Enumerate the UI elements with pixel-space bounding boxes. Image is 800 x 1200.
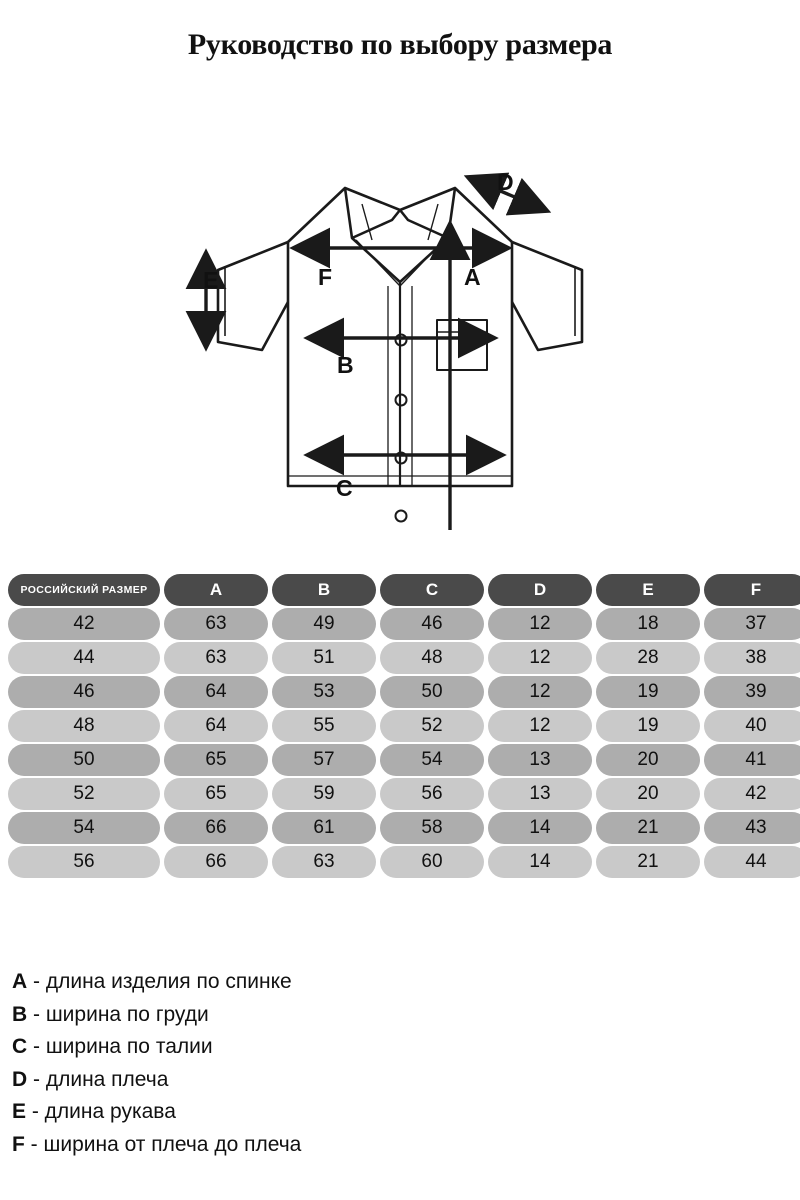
- legend-item-f: [12, 1129, 792, 1162]
- cell-b: 61: [272, 812, 376, 844]
- cell-c: 54: [380, 744, 484, 776]
- cell-b: 49: [272, 608, 376, 640]
- page-title: Руководство по выбору размера: [187, 28, 613, 61]
- col-header-c: C: [380, 574, 484, 606]
- col-header-f: F: [704, 574, 800, 606]
- size-table-wrap: [0, 572, 800, 880]
- table-row: [8, 744, 800, 776]
- col-header-a: A: [164, 574, 268, 606]
- col-header-e: E: [596, 574, 700, 606]
- cell-size: 50: [8, 744, 160, 776]
- legend-text-e: - длина рукава: [26, 1100, 176, 1124]
- cell-e: 20: [596, 778, 700, 810]
- cell-d: 12: [488, 676, 592, 708]
- cell-c: 52: [380, 710, 484, 742]
- cell-c: 48: [380, 642, 484, 674]
- cell-f: 42: [704, 778, 800, 810]
- legend-item-c: [12, 1031, 792, 1064]
- cell-b: 53: [272, 676, 376, 708]
- cell-b: 57: [272, 744, 376, 776]
- legend-item-e: [12, 1096, 792, 1129]
- legend-text-c: - ширина по талии: [27, 1035, 213, 1059]
- cell-f: 38: [704, 642, 800, 674]
- table-row: [8, 778, 800, 810]
- label-D: D: [497, 169, 514, 195]
- cell-e: 19: [596, 710, 700, 742]
- label-C: C: [336, 475, 353, 501]
- cell-size: 44: [8, 642, 160, 674]
- legend-item-a: [12, 966, 792, 999]
- cell-f: 44: [704, 846, 800, 878]
- cell-e: 18: [596, 608, 700, 640]
- table-row: [8, 608, 800, 640]
- cell-f: 37: [704, 608, 800, 640]
- cell-b: 55: [272, 710, 376, 742]
- cell-a: 63: [164, 608, 268, 640]
- cell-size: 56: [8, 846, 160, 878]
- cell-c: 56: [380, 778, 484, 810]
- legend-key-b: B: [12, 1002, 28, 1026]
- cell-size: 52: [8, 778, 160, 810]
- cell-e: 28: [596, 642, 700, 674]
- shirt-diagram: [0, 70, 800, 530]
- legend-item-d: [12, 1064, 792, 1097]
- cell-f: 41: [704, 744, 800, 776]
- cell-f: 43: [704, 812, 800, 844]
- cell-size: 46: [8, 676, 160, 708]
- label-E: E: [203, 267, 219, 293]
- legend-text-f: - ширина от плеча до плеча: [24, 1132, 302, 1156]
- legend-key-a: A: [12, 970, 28, 993]
- size-table: [4, 572, 800, 880]
- cell-d: 12: [488, 608, 592, 640]
- table-header-row: [8, 574, 800, 606]
- cell-size: 48: [8, 710, 160, 742]
- label-B: B: [337, 352, 354, 378]
- cell-b: 63: [272, 846, 376, 878]
- cell-f: 39: [704, 676, 800, 708]
- cell-e: 20: [596, 744, 700, 776]
- cell-c: 50: [380, 676, 484, 708]
- col-header-size: РОССИЙСКИЙ РАЗМЕР: [8, 574, 160, 606]
- cell-a: 66: [164, 812, 268, 844]
- legend-key-d: D: [12, 1067, 28, 1091]
- cell-d: 13: [488, 744, 592, 776]
- legend-text-b: - ширина по груди: [27, 1002, 209, 1026]
- legend-item-b: [12, 999, 792, 1032]
- cell-a: 65: [164, 778, 268, 810]
- cell-a: 66: [164, 846, 268, 878]
- legend-key-f: F: [12, 1132, 25, 1156]
- table-row: [8, 676, 800, 708]
- col-header-d: D: [488, 574, 592, 606]
- cell-e: 21: [596, 846, 700, 878]
- cell-b: 59: [272, 778, 376, 810]
- cell-d: 14: [488, 812, 592, 844]
- col-header-b: B: [272, 574, 376, 606]
- cell-f: 40: [704, 710, 800, 742]
- cell-a: 64: [164, 676, 268, 708]
- cell-size: 54: [8, 812, 160, 844]
- cell-a: 64: [164, 710, 268, 742]
- cell-a: 65: [164, 744, 268, 776]
- cell-a: 63: [164, 642, 268, 674]
- legend-text-a: - длина изделия по спинке: [27, 970, 292, 993]
- cell-d: 12: [488, 642, 592, 674]
- label-F: F: [318, 264, 333, 290]
- cell-d: 14: [488, 846, 592, 878]
- legend-key-c: C: [12, 1035, 28, 1059]
- cell-c: 58: [380, 812, 484, 844]
- table-row: [8, 642, 800, 674]
- legend-text-d: - длина плеча: [27, 1067, 169, 1091]
- cell-d: 12: [488, 710, 592, 742]
- cell-e: 21: [596, 812, 700, 844]
- shirt-diagram-svg: [0, 70, 800, 530]
- table-row: [8, 846, 800, 878]
- cell-c: 46: [380, 608, 484, 640]
- table-row: [8, 710, 800, 742]
- cell-b: 51: [272, 642, 376, 674]
- cell-e: 19: [596, 676, 700, 708]
- cell-d: 13: [488, 778, 592, 810]
- label-A: A: [464, 264, 481, 290]
- legend-key-e: E: [12, 1100, 27, 1124]
- cell-c: 60: [380, 846, 484, 878]
- table-row: [8, 812, 800, 844]
- legend: [12, 966, 792, 1161]
- cell-size: 42: [8, 608, 160, 640]
